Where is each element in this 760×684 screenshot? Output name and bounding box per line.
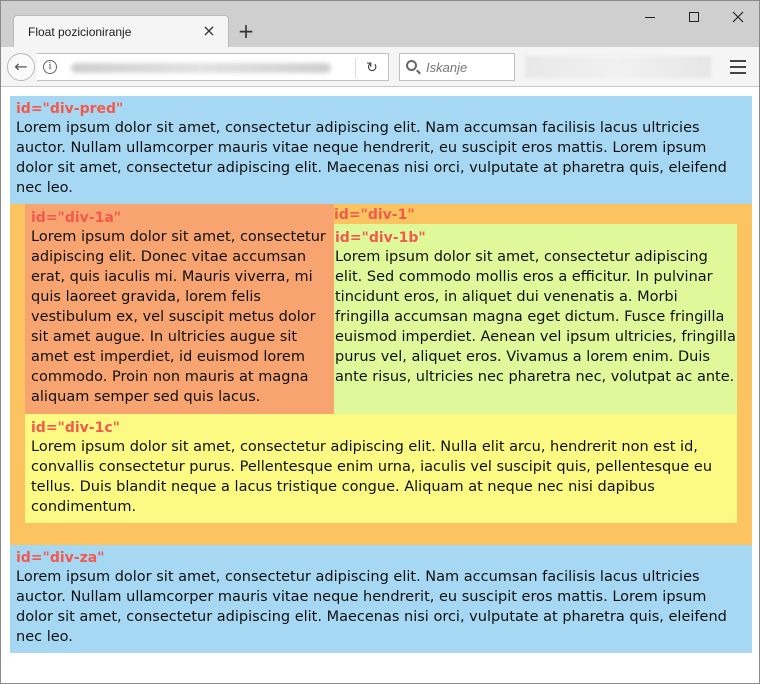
reload-icon[interactable]: ↻ bbox=[366, 60, 378, 76]
div-1a-text: Lorem ipsum dolor sit amet, consectetur adipiscing elit. Donec vitae accumsan erat, quis iaculis mi. Mauris viverra, mi quis laoreet gravida, lorem felis vestibulum ex, vel suscipit metus dolor sit amet augue. In ultricies augue sit amet est imperdiet, id euismod lorem commodo. Proin non mauris at magna aliquam semper sed quis lacus. bbox=[31, 229, 326, 405]
search-placeholder: Iskanje bbox=[426, 60, 468, 75]
page-content bbox=[1, 88, 759, 684]
div-1a-block bbox=[25, 204, 334, 414]
div-1c-label: id="div-1c" bbox=[31, 420, 120, 436]
minimize-icon[interactable] bbox=[635, 7, 665, 27]
div-1-container bbox=[10, 204, 752, 545]
navigation-toolbar bbox=[1, 47, 759, 87]
div-pred-label: id="div-pred" bbox=[16, 101, 124, 117]
div-za-text: Lorem ipsum dolor sit amet, consectetur adipiscing elit. Nam accumsan facilisis lacus ultricies auctor. Nullam ullamcorper mauris vitae neque hendrerit, eu suscipit eros mattis. Lorem ipsum dolor sit amet, consectetur adipiscing elit. Maecenas nisi orci, vulputate at pharetra quis, eleifend nec leo. bbox=[16, 569, 727, 645]
div-1c-text: Lorem ipsum dolor sit amet, consectetur adipiscing elit. Nulla elit arcu, hendrerit non est id, convallis consectetur purus. Pellentesque enim urna, iaculis vel suscipit quis, pellentesque eu tellus. Duis blandit neque a lacus tristique congue. Aliquam at neque nec nisi dapibus condimentum. bbox=[31, 439, 713, 515]
div-pred-text: Lorem ipsum dolor sit amet, consectetur adipiscing elit. Nam accumsan facilisis lacus ultricies auctor. Nullam ullamcorper mauris vitae neque hendrerit, eu suscipit eros mattis. Lorem ipsum dolor sit amet, consectetur adipiscing elit. Maecenas nisi orci, vulputate at pharetra quis, eleifend nec leo. bbox=[16, 120, 727, 196]
back-arrow-icon[interactable]: ← bbox=[7, 53, 35, 81]
active-tab[interactable] bbox=[13, 15, 229, 47]
address-bar[interactable] bbox=[37, 53, 389, 81]
div-1b-block bbox=[334, 224, 737, 414]
maximize-icon[interactable] bbox=[679, 7, 709, 27]
tab-close-icon[interactable]: × bbox=[202, 21, 216, 40]
div-pred-block bbox=[10, 96, 752, 204]
div-1b-text: Lorem ipsum dolor sit amet, consectetur adipiscing elit. Sed commodo mollis eros a efficitur. In pulvinar tincidunt eros, in aliquet dui venenatis a. Morbi fringilla accumsan magna eget dictum. Fusce fringilla euismod imperdiet. Aenean vel ipsum ultricies, fringilla purus vel, aliquet eros. Vivamus a lorem enim. Duis ante risus, ultricies nec pharetra nec, volutpat ac ante. bbox=[335, 249, 736, 385]
window-close-icon[interactable] bbox=[723, 7, 753, 27]
hamburger-menu-icon[interactable] bbox=[727, 56, 749, 78]
div-1b-label: id="div-1b" bbox=[335, 230, 426, 246]
search-icon bbox=[406, 60, 417, 71]
search-input[interactable] bbox=[399, 53, 515, 81]
new-tab-plus-icon[interactable]: + bbox=[237, 19, 255, 43]
blurred-addons bbox=[525, 56, 711, 78]
info-icon[interactable]: i bbox=[43, 60, 57, 74]
title-bar bbox=[1, 1, 759, 47]
tab-title: Float pozicioniranje bbox=[28, 25, 132, 39]
div-1c-block bbox=[25, 414, 737, 523]
div-za-label: id="div-za" bbox=[16, 550, 105, 566]
div-1-label: id="div-1" bbox=[334, 207, 415, 223]
div-za-block bbox=[10, 545, 752, 653]
blurred-url bbox=[71, 63, 331, 73]
url-divider bbox=[355, 58, 356, 78]
div-1a-label: id="div-1a" bbox=[31, 210, 122, 226]
